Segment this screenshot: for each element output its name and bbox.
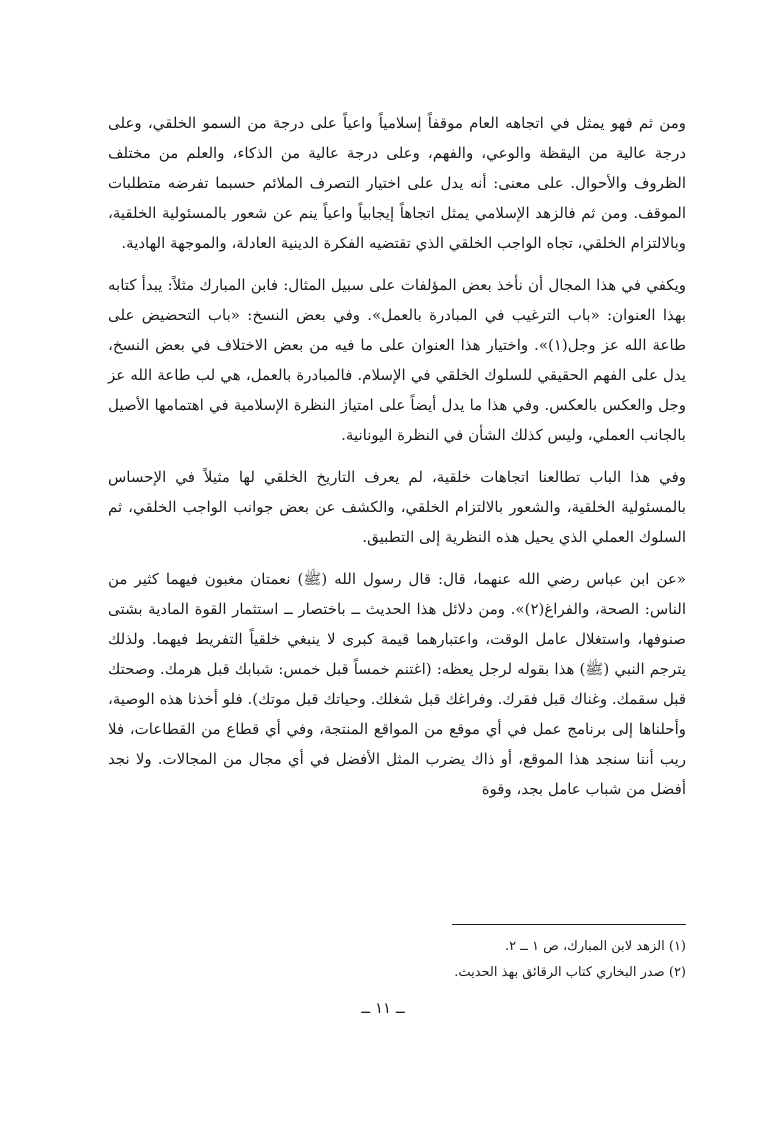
footnotes bbox=[108, 934, 686, 986]
body-paragraph: «عن ابن عباس رضي الله عنهما، قال: قال رسول الله (ﷺ) نعمتان مغبون فيهما كثير من الناس: الصحة، والفراغ(٢)». ومن دلائل هذا الحديث ــ باختصار ــ استثمار القوة المادية بشتى صنوفها، واستغلال عامل الوقت، واعتبارهما قيمة كبرى لا ينبغي خلقياً التفريط فيهما. ولذلك يترجم النبي (ﷺ) هذا بقوله لرجل يعظه: (اغتنم خمساً قبل خمس: شبابك قبل هرمك. وصحتك قبل سقمك. وغناك قبل فقرك. وفراغك قبل شغلك. وحياتك قبل موتك). فلو أخذنا هذه الوصية، وأحلناها إلى برنامج عمل في أي موقع من المواقع المنتجة، وفي أي قطاع من القطاعات، فلا ريب أننا سنجد هذا الموقع، أو ذاك يضرب المثل الأفضل في أي مجال من المجالات. ولا نجد أفضل من شباب عامل بجد، وقوة bbox=[108, 570, 686, 798]
footnote-2: (٢) صدر البخاري كتاب الرقائق بهذ الحديث. bbox=[454, 965, 686, 980]
body-paragraph: ومن ثم فهو يمثل في اتجاهه العام موقفاً إسلامياً واعياً على درجة من السمو الخلقي، وعلى درجة عالية من اليقظة والوعي، والفهم، وعلى درجة عالية من الذكاء، والعلم من مختلف الظروف والأحوال. على معنى: أنه يدل على اختيار التصرف الملائم حسبما تفرضه متطلبات الموقف. ومن ثم فالزهد الإسلامي يمثل اتجاهاً إيجابياً واعياً ينم عن شعور بالمسئولية الخلقية، وبالالتزام الخلقي، تجاه الواجب الخلقي الذي تقتضيه الفكرة الدينية العادلة، والموجهة الهادية. bbox=[108, 114, 686, 252]
page-body bbox=[108, 108, 686, 804]
body-paragraph: وفي هذا الباب تطالعنا اتجاهات خلقية، لم يعرف التاريخ الخلقي لها مثيلاً في الإحساس بالمسئولية الخلقية، والشعور بالالتزام الخلقي، والكشف عن بعض جوانب الواجب الخلقي، ثم السلوك العملي الذي يحيل هذه النظرية إلى التطبيق. bbox=[108, 468, 686, 546]
body-paragraph: ويكفي في هذا المجال أن نأخذ بعض المؤلفات على سبيل المثال: فابن المبارك مثلاً: يبدأ كتابه بهذا العنوان: «باب الترغيب في المبادرة بالعمل». وفي بعض النسخ: «باب التحضيض على طاعة الله عز وجل(١)». واختيار هذا العنوان على ما فيه من بعض الاختلاف في بعض النسخ، يدل على الفهم الحقيقي للسلوك الخلقي في الإسلام. فالمبادرة بالعمل، هي لب طاعة الله عز وجل والعكس بالعكس. وفي هذا ما يدل أيضاً على امتياز النظرة الإسلامية في اهتمامها الأصيل بالجانب العملي، وليس كذلك الشأن في النظرة اليونانية. bbox=[108, 276, 686, 444]
page-number: ــ ١١ ــ bbox=[361, 999, 405, 1017]
footnote-1: (١) الزهد لابن المبارك، ص ١ ــ ٢. bbox=[504, 939, 686, 954]
footnote-divider bbox=[452, 924, 686, 925]
